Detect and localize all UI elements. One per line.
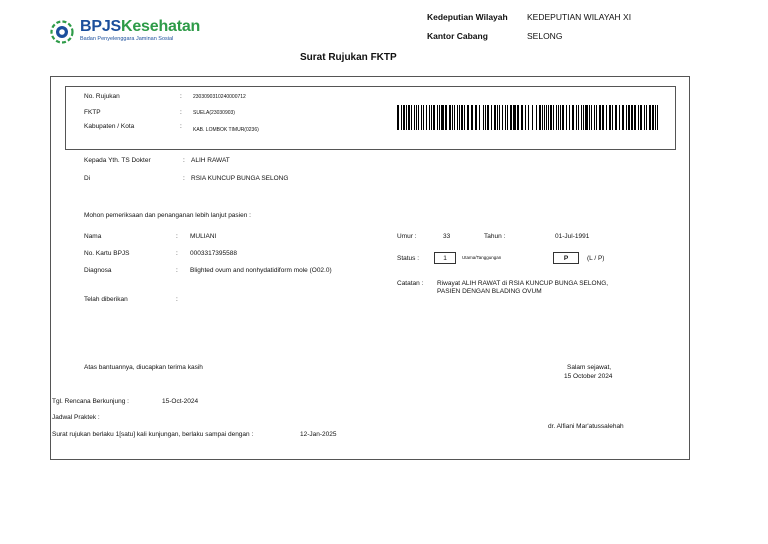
card-number-label: No. Kartu BPJS: [84, 250, 130, 257]
validity-text: Surat rujukan berlaku 1[satu] kali kunjungan, berlaku sampai dengan :: [52, 431, 254, 438]
visit-plan-value: 15-Oct-2024: [162, 398, 199, 405]
sex-box: P: [553, 252, 579, 264]
brand-name: BPJSKesehatan: [80, 18, 201, 35]
brand-tagline: Badan Penyelenggara Jaminan Sosial: [80, 36, 174, 42]
referral-barcode: [397, 105, 661, 130]
request-text: Mohon pemeriksaan dan penanganan lebih lanjut pasien :: [84, 212, 251, 219]
deputy-label: Kedeputian Wilayah: [427, 12, 508, 22]
letter-date: 15 October 2024: [564, 373, 613, 380]
visit-plan-label: Tgl. Rencana Berkunjung :: [52, 398, 129, 405]
treatment-given-label: Telah diberikan: [84, 296, 128, 303]
status-box: 1: [434, 252, 456, 264]
diagnosis-label: Diagnosa: [84, 267, 112, 274]
thanks-text: Atas bantuannya, diucapkan terima kasih: [84, 364, 203, 371]
note-label: Catatan :: [397, 280, 424, 287]
doctor-label: Kepada Yth. TS Dokter: [84, 157, 151, 164]
signing-doctor-name: dr. Alfiani Mar'atussalehah: [548, 423, 624, 430]
referral-no-label: No. Rujukan: [84, 93, 120, 100]
colon: :: [180, 93, 182, 100]
destination-label: Di: [84, 175, 91, 182]
year-label: Tahun :: [484, 233, 506, 240]
note-line-2: PASIEN DENGAN BLADING OVUM: [437, 288, 542, 295]
age-value: 33: [443, 233, 451, 240]
colon: :: [176, 233, 178, 240]
card-number-value: 0003317395588: [190, 250, 237, 257]
status-description: Utama/Tanggungan: [462, 255, 502, 260]
validity-date: 12-Jan-2025: [300, 431, 337, 438]
colon: :: [183, 157, 185, 164]
date-of-birth-value: 01-Jul-1991: [555, 233, 590, 240]
patient-name-label: Nama: [84, 233, 102, 240]
document-title: Surat Rujukan FKTP: [300, 52, 397, 63]
district-value: KAB. LOMBOK TIMUR(0236): [193, 127, 259, 133]
colon: :: [180, 109, 182, 116]
district-label: Kabupaten / Kota: [84, 123, 135, 130]
age-label: Umur :: [397, 233, 417, 240]
branch-label: Kantor Cabang: [427, 31, 488, 41]
schedule-label: Jadwal Praktek :: [52, 414, 100, 421]
colon: :: [176, 267, 178, 274]
colon: :: [183, 175, 185, 182]
fktp-value: SUELA(23030903): [193, 110, 235, 116]
colon: :: [180, 123, 182, 130]
patient-name-value: MULIANI: [190, 233, 217, 240]
diagnosis-value: Blighted ovum and nonhydatidiform mole (O02.0): [190, 267, 332, 274]
colon: :: [176, 250, 178, 257]
bpjs-logo-icon: [50, 20, 74, 44]
greeting-text: Salam sejawat,: [567, 364, 612, 371]
note-line-1: Riwayat ALIH RAWAT di RSIA KUNCUP BUNGA SELONG,: [437, 280, 609, 287]
branch-value: SELONG: [527, 31, 563, 41]
status-label: Status :: [397, 255, 420, 262]
sex-hint: (L / P): [587, 255, 605, 262]
referral-no-value: 2303090310240000712: [193, 94, 246, 100]
deputy-value: KEDEPUTIAN WILAYAH XI: [527, 12, 632, 22]
colon: :: [176, 296, 178, 303]
destination-value: RSIA KUNCUP BUNGA SELONG: [191, 175, 289, 182]
doctor-value: ALIH RAWAT: [191, 157, 230, 164]
fktp-label: FKTP: [84, 109, 101, 116]
